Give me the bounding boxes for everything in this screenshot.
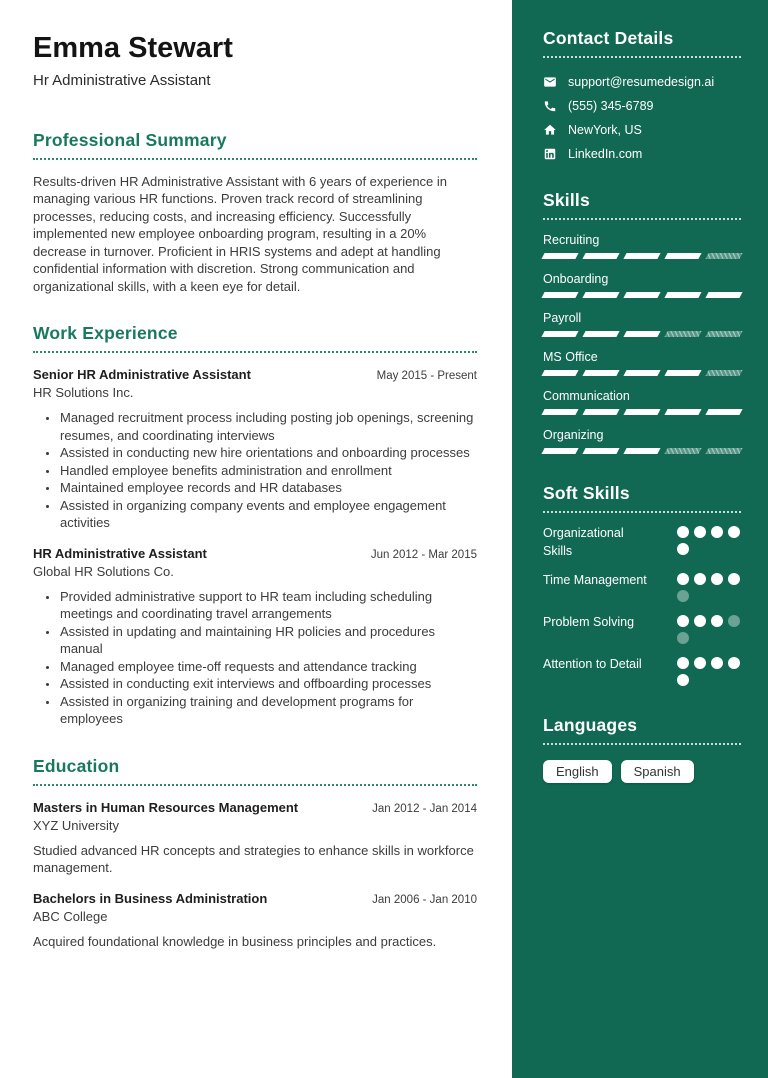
skill-row	[543, 428, 741, 454]
skill-bar-segment	[664, 409, 701, 415]
language-chip: Spanish	[621, 760, 694, 783]
soft-skill-dot	[711, 615, 723, 627]
skill-label: Communication	[543, 389, 630, 403]
soft-skill-dot	[711, 526, 723, 538]
education-header	[33, 891, 477, 906]
education-description: Acquired foundational knowledge in business principles and practices.	[33, 933, 437, 949]
job-bullet-list	[33, 588, 477, 728]
degree-title: Masters in Human Resources Management	[33, 799, 299, 815]
summary-text: Results-driven HR Administrative Assistant with 6 years of experience in managing various HR functions. Proven track record of streamlining processes, reducing costs, and increasing efficiency. Successfully implemented new employee onboarding program, resulting in a 20% decrease in turnover. Proficient in HRIS systems and adept at handling confidential information with discretion. Strong communication and organizational skills, with a keen eye for detail.	[33, 173, 448, 294]
skill-row	[543, 272, 741, 298]
soft-skill-dot	[677, 543, 689, 555]
skills-heading: Skills	[543, 190, 590, 210]
language-chip-list	[543, 760, 741, 783]
soft-skill-dot	[677, 526, 689, 538]
skill-bar-segment	[541, 292, 578, 298]
contact-email-text[interactable]: support@resumedesign.ai	[568, 75, 715, 89]
soft-skill-dot	[728, 573, 740, 585]
skill-bar-segment	[623, 253, 660, 259]
email-icon	[543, 75, 557, 89]
job-title: Senior HR Administrative Assistant	[33, 367, 251, 383]
skill-label: Onboarding	[543, 272, 609, 286]
skill-bar-segment	[541, 370, 578, 376]
skill-bar-segment	[664, 331, 701, 337]
soft-skill-dot	[711, 573, 723, 585]
skill-bar-segment	[705, 331, 742, 337]
skill-bar-segment	[582, 331, 619, 337]
summary-heading: Professional Summary	[33, 129, 227, 150]
dotted-divider	[33, 784, 477, 786]
skill-bar-segment	[541, 448, 578, 454]
soft-skill-label: Problem Solving	[543, 615, 635, 629]
soft-skill-dot	[677, 573, 689, 585]
contact-list	[543, 75, 741, 161]
soft-skills-heading: Soft Skills	[543, 483, 630, 503]
skill-bar	[543, 370, 741, 376]
dotted-divider	[33, 158, 477, 160]
skill-label: Recruiting	[543, 233, 600, 247]
skill-bar-segment	[623, 292, 660, 298]
education-description: Studied advanced HR concepts and strategies to enhance skills in workforce management.	[33, 842, 474, 876]
job-entry	[33, 546, 477, 728]
job-bullet: • Assisted in updating and maintaining HR policies and procedures manual	[59, 623, 477, 658]
skill-bar-segment	[541, 253, 578, 259]
soft-skill-dot	[677, 615, 689, 627]
dotted-divider	[543, 511, 741, 513]
contact-phone-text: (555) 345-6789	[568, 99, 654, 113]
contact-item-phone	[543, 99, 741, 113]
soft-skill-dot	[694, 615, 706, 627]
education-header	[33, 800, 477, 815]
home-icon	[543, 123, 557, 137]
soft-skill-dot	[694, 573, 706, 585]
dotted-divider	[543, 218, 741, 220]
job-dates: Jun 2012 - Mar 2015	[370, 548, 477, 561]
skill-row	[543, 350, 741, 376]
job-entry	[33, 367, 477, 532]
skill-bar	[543, 292, 741, 298]
soft-skill-dot	[728, 615, 740, 627]
job-bullet: • Managed recruitment process including posting job openings, screening resumes, and coordinating interviews	[59, 409, 477, 444]
job-bullet: • Handled employee benefits administration and enrollment	[59, 462, 477, 480]
soft-skill-row	[543, 613, 741, 644]
sidebar-skills	[543, 190, 741, 454]
skill-bar-segment	[664, 370, 701, 376]
section-education	[33, 756, 477, 951]
job-header	[33, 546, 477, 561]
skill-bar-segment	[664, 253, 701, 259]
skill-label: MS Office	[543, 350, 598, 364]
job-company: Global HR Solutions Co.	[33, 563, 174, 579]
skill-bar-segment	[541, 409, 578, 415]
language-chip: English	[543, 760, 612, 783]
languages-heading: Languages	[543, 715, 638, 735]
skill-bar-segment	[623, 370, 660, 376]
skill-row	[543, 311, 741, 337]
skill-bar-segment	[541, 331, 578, 337]
sidebar-languages	[543, 715, 741, 783]
sidebar	[512, 0, 768, 1078]
school-name: XYZ University	[33, 817, 119, 833]
education-entry	[33, 800, 477, 877]
contact-item-linkedin	[543, 147, 741, 161]
job-header	[33, 367, 477, 382]
skill-label: Payroll	[543, 311, 582, 325]
contact-location-text: NewYork, US	[568, 123, 642, 137]
person-name: Emma Stewart	[33, 32, 233, 64]
education-dates: Jan 2012 - Jan 2014	[372, 802, 477, 815]
dotted-divider	[543, 743, 741, 745]
skill-bar-segment	[705, 253, 742, 259]
skill-bar-segment	[582, 448, 619, 454]
soft-skill-dot	[711, 657, 723, 669]
soft-skill-dots	[677, 615, 741, 644]
job-company: HR Solutions Inc.	[33, 385, 134, 401]
experience-heading: Work Experience	[33, 323, 178, 344]
soft-skill-dot	[694, 526, 706, 538]
skill-bar-segment	[705, 448, 742, 454]
section-professional-summary	[33, 130, 477, 296]
soft-skill-dot	[694, 657, 706, 669]
skill-bar-segment	[623, 409, 660, 415]
job-bullet: • Assisted in organizing training and development programs for employees	[59, 693, 477, 728]
skill-bar	[543, 448, 741, 454]
job-title: HR Administrative Assistant	[33, 545, 207, 561]
soft-skill-dots	[677, 657, 741, 686]
job-bullet-list	[33, 409, 477, 532]
section-work-experience	[33, 323, 477, 728]
skill-bar-segment	[623, 331, 660, 337]
school-name: ABC College	[33, 908, 108, 924]
soft-skill-label: Attention to Detail	[543, 657, 642, 671]
skill-bar-segment	[582, 370, 619, 376]
skill-bar-segment	[705, 370, 742, 376]
job-dates: May 2015 - Present	[376, 370, 477, 383]
education-entry	[33, 891, 477, 951]
skill-bar	[543, 253, 741, 259]
skill-label: Organizing	[543, 428, 604, 442]
dotted-divider	[543, 56, 741, 58]
soft-skill-row	[543, 655, 741, 686]
job-bullet: • Maintained employee records and HR databases	[59, 479, 477, 497]
job-bullet: • Managed employee time-off requests and attendance tracking	[59, 658, 477, 676]
contact-item-email	[543, 75, 741, 89]
identity-header	[33, 33, 477, 89]
linkedin-icon	[543, 147, 557, 161]
person-job-title: Hr Administrative Assistant	[33, 71, 211, 89]
skill-row	[543, 389, 741, 415]
skill-bar	[543, 409, 741, 415]
degree-title: Bachelors in Business Administration	[33, 890, 268, 906]
soft-skill-dots	[677, 573, 741, 602]
soft-skill-dot	[728, 657, 740, 669]
soft-skill-row	[543, 524, 741, 560]
education-heading: Education	[33, 755, 120, 776]
phone-icon	[543, 99, 557, 113]
dotted-divider	[33, 351, 477, 353]
soft-skill-row	[543, 571, 741, 602]
skill-bar-segment	[705, 292, 742, 298]
soft-skill-dot	[677, 632, 689, 644]
contact-heading: Contact Details	[543, 28, 674, 48]
soft-skill-label: Organizational Skills	[543, 526, 624, 558]
job-bullet: • Assisted in conducting exit interviews and offboarding processes	[59, 675, 477, 693]
contact-linkedin-text[interactable]: LinkedIn.com	[568, 147, 643, 161]
skill-bar-segment	[623, 448, 660, 454]
contact-item-location	[543, 123, 741, 137]
skill-bar	[543, 331, 741, 337]
job-bullet: • Provided administrative support to HR team including scheduling meetings and coordinating travel arrangements	[59, 588, 477, 623]
sidebar-soft-skills	[543, 483, 741, 686]
soft-skill-dots	[677, 526, 741, 555]
job-bullet: • Assisted in conducting new hire orientations and onboarding processes	[59, 444, 477, 462]
skill-bar-segment	[664, 292, 701, 298]
skill-bar-segment	[664, 448, 701, 454]
skill-bar-segment	[582, 409, 619, 415]
sidebar-contact-details	[543, 28, 741, 161]
soft-skill-dot	[728, 526, 740, 538]
soft-skill-label: Time Management	[543, 573, 647, 587]
soft-skill-dot	[677, 590, 689, 602]
skill-bar-segment	[705, 409, 742, 415]
skill-bar-segment	[582, 292, 619, 298]
job-bullet: • Assisted in organizing company events and employee engagement activities	[59, 497, 477, 532]
education-dates: Jan 2006 - Jan 2010	[372, 893, 477, 906]
skill-bar-segment	[582, 253, 619, 259]
skill-row	[543, 233, 741, 259]
soft-skill-dot	[677, 674, 689, 686]
soft-skill-dot	[677, 657, 689, 669]
